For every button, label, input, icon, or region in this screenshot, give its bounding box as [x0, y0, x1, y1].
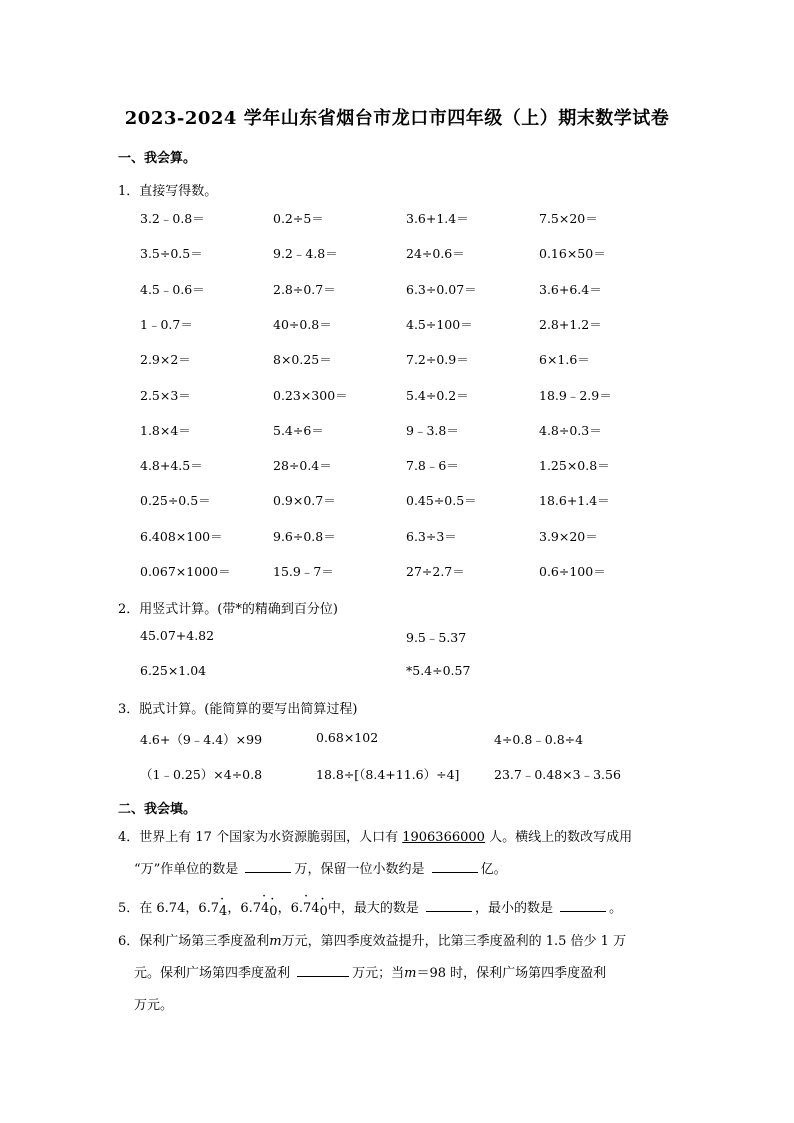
q5-repeating-digit: · 0	[269, 896, 277, 928]
calc-row	[140, 421, 700, 441]
calc-row	[140, 244, 700, 264]
calc-row	[140, 350, 700, 370]
q5-text-7: 。	[609, 901, 623, 916]
step-calc-item: （1﹣0.25）×4÷0.8	[140, 767, 263, 782]
calc-row	[140, 280, 700, 300]
calc-item: 2.5×3＝	[140, 387, 191, 403]
calc-item: 0.23×300＝	[273, 387, 348, 403]
calc-item: 0.2÷5＝	[273, 211, 324, 226]
calc-item: 9﹣3.8＝	[406, 422, 459, 438]
q5-text-5: 中，最大的数是	[327, 901, 423, 916]
calc-item: 40÷0.8＝	[273, 316, 332, 332]
q5-repeating-digit: · 0	[320, 896, 328, 928]
q5-repeating-digit: · 4	[261, 893, 269, 925]
page-title: 2023-2024 学年山东省烟台市龙口市四年级（上）期末数学试卷	[124, 108, 670, 129]
calc-item: 5.4÷6＝	[273, 422, 324, 438]
q6-text-1: 6．保利广场第三季度盈利	[118, 934, 270, 949]
step-calc-item: 18.8÷[（8.4+11.6）÷4]	[316, 767, 460, 782]
calc-item: 2.9×2＝	[140, 352, 191, 368]
question-2-label: 2．用竖式计算。(带*的精确到百分位)	[118, 602, 338, 617]
calc-row	[140, 562, 700, 582]
question-3-label: 3．脱式计算。(能简算的要写出简算过程)	[118, 702, 358, 717]
q6-text-3: 元。保利广场第四季度盈利	[134, 966, 295, 981]
calc-row	[140, 315, 700, 335]
vertical-calc-item: 45.07+4.82	[140, 628, 215, 643]
calc-item: 7.8﹣6＝	[406, 458, 459, 474]
calc-item: 7.5×20＝	[539, 211, 598, 226]
calc-item: 18.9﹣2.9＝	[539, 387, 612, 403]
calc-item: 6×1.6＝	[539, 352, 590, 368]
calc-item: 0.25÷0.5＝	[140, 493, 211, 509]
q6-variable-m: m	[269, 934, 282, 949]
q5-blank-largest[interactable]	[426, 899, 472, 912]
calc-item: 7.2÷0.9＝	[406, 352, 469, 368]
q5-text-6: ，最小的数是	[474, 901, 558, 916]
calc-item: 1.8×4＝	[140, 422, 191, 438]
q4-text-5: 亿。	[480, 862, 507, 877]
calc-item: 4.8÷0.3＝	[539, 422, 602, 438]
vertical-calc-item: *5.4÷0.57	[406, 663, 471, 678]
calc-item: 0.45÷0.5＝	[406, 493, 477, 509]
step-calc-item: 4.6+（9﹣4.4）×99	[140, 732, 263, 747]
calc-item: 3.6+1.4＝	[406, 211, 469, 226]
calc-item: 1.25×0.8＝	[539, 458, 610, 474]
q4-text-3: “万”作单位的数是	[134, 862, 243, 877]
question-4	[118, 822, 678, 886]
q6-text-2: 万元，第四季度效益提升，比第三季度盈利的 1.5 倍少 1 万	[281, 934, 627, 949]
calc-item: 1﹣0.7＝	[140, 316, 193, 332]
calc-item: 2.8+1.2＝	[539, 316, 602, 332]
calc-item: 4.5÷100＝	[406, 316, 473, 332]
q5-blank-smallest[interactable]	[560, 899, 606, 912]
question-6	[118, 926, 678, 1022]
calc-item: 6.408×100＝	[140, 528, 223, 544]
calc-item: 24÷0.6＝	[406, 246, 465, 262]
vertical-calc-item: 9.5﹣5.37	[406, 630, 467, 645]
calc-item: 8×0.25＝	[273, 352, 332, 368]
calc-row	[140, 456, 700, 476]
q6-text-6: 万元。	[134, 998, 174, 1013]
q6-text-5: ＝98 时，保利广场第四季度盈利	[416, 966, 607, 981]
q5-repeating-digit: · 4	[219, 896, 227, 928]
calc-item: 2.8÷0.7＝	[273, 281, 336, 297]
calc-item: 6.3÷0.07＝	[406, 281, 477, 297]
calc-item: 0.6÷100＝	[539, 564, 606, 579]
calc-item: 3.5÷0.5＝	[140, 246, 203, 262]
q6-text-4: 万元；当	[352, 966, 405, 981]
calc-item: 28÷0.4＝	[273, 458, 332, 474]
q4-text-4: 万，保留一位小数约是	[294, 862, 429, 877]
step-calc-item: 4÷0.8﹣0.8÷4	[494, 732, 584, 747]
question-1-label: 1．直接写得数。	[118, 184, 218, 199]
q4-text-1: 4．世界上有 17 个国家为水资源脆弱国，人口有	[118, 830, 403, 845]
step-calc-item: 23.7﹣0.48×3﹣3.56	[494, 767, 621, 782]
calc-item: 3.9×20＝	[539, 528, 598, 544]
calc-item: 0.067×1000＝	[140, 564, 231, 579]
vertical-calc-item: 6.25×1.04	[140, 663, 207, 678]
section-heading-2: 二、我会填。	[118, 802, 197, 817]
calc-row	[140, 386, 700, 406]
calc-item: 0.16×50＝	[539, 246, 606, 262]
q4-blank-wan[interactable]	[245, 860, 291, 873]
q4-text-2: 人。横线上的数改写成用	[484, 830, 633, 845]
q6-variable-m: m	[404, 966, 417, 981]
calc-item: 0.9×0.7＝	[273, 493, 336, 509]
calc-item: 4.8+4.5＝	[140, 458, 203, 474]
step-calc-item: 0.68×102	[316, 730, 379, 745]
calc-item: 4.5﹣0.6＝	[140, 281, 205, 297]
calc-row	[140, 527, 700, 547]
calc-item: 9.6÷0.8＝	[273, 528, 336, 544]
calc-item: 5.4÷0.2＝	[406, 387, 469, 403]
calc-item: 3.6+6.4＝	[539, 281, 602, 297]
q4-population-number: 1906366000	[402, 830, 485, 845]
q5-repeating-digit: · 7	[303, 893, 311, 925]
question-5	[118, 893, 678, 928]
calc-item: 27÷2.7＝	[406, 564, 465, 579]
calc-item: 9.2﹣4.8＝	[273, 246, 338, 262]
calc-row	[140, 209, 700, 229]
q5-text-2: ，6.7	[227, 901, 261, 916]
calc-item: 6.3÷3＝	[406, 528, 457, 544]
q6-blank-expression[interactable]	[297, 964, 349, 977]
q5-text-3: ，6.	[277, 901, 303, 916]
section-heading-1: 一、我会算。	[118, 151, 197, 166]
q5-text-1: 5．在 6.74，6.7	[118, 901, 220, 916]
calc-row	[140, 491, 700, 511]
calc-item: 3.2﹣0.8＝	[140, 211, 205, 226]
q5-text-4: 4	[311, 901, 320, 916]
q4-blank-yi[interactable]	[432, 860, 478, 873]
calc-item: 15.9﹣7＝	[273, 564, 334, 579]
calc-item: 18.6+1.4＝	[539, 493, 610, 509]
